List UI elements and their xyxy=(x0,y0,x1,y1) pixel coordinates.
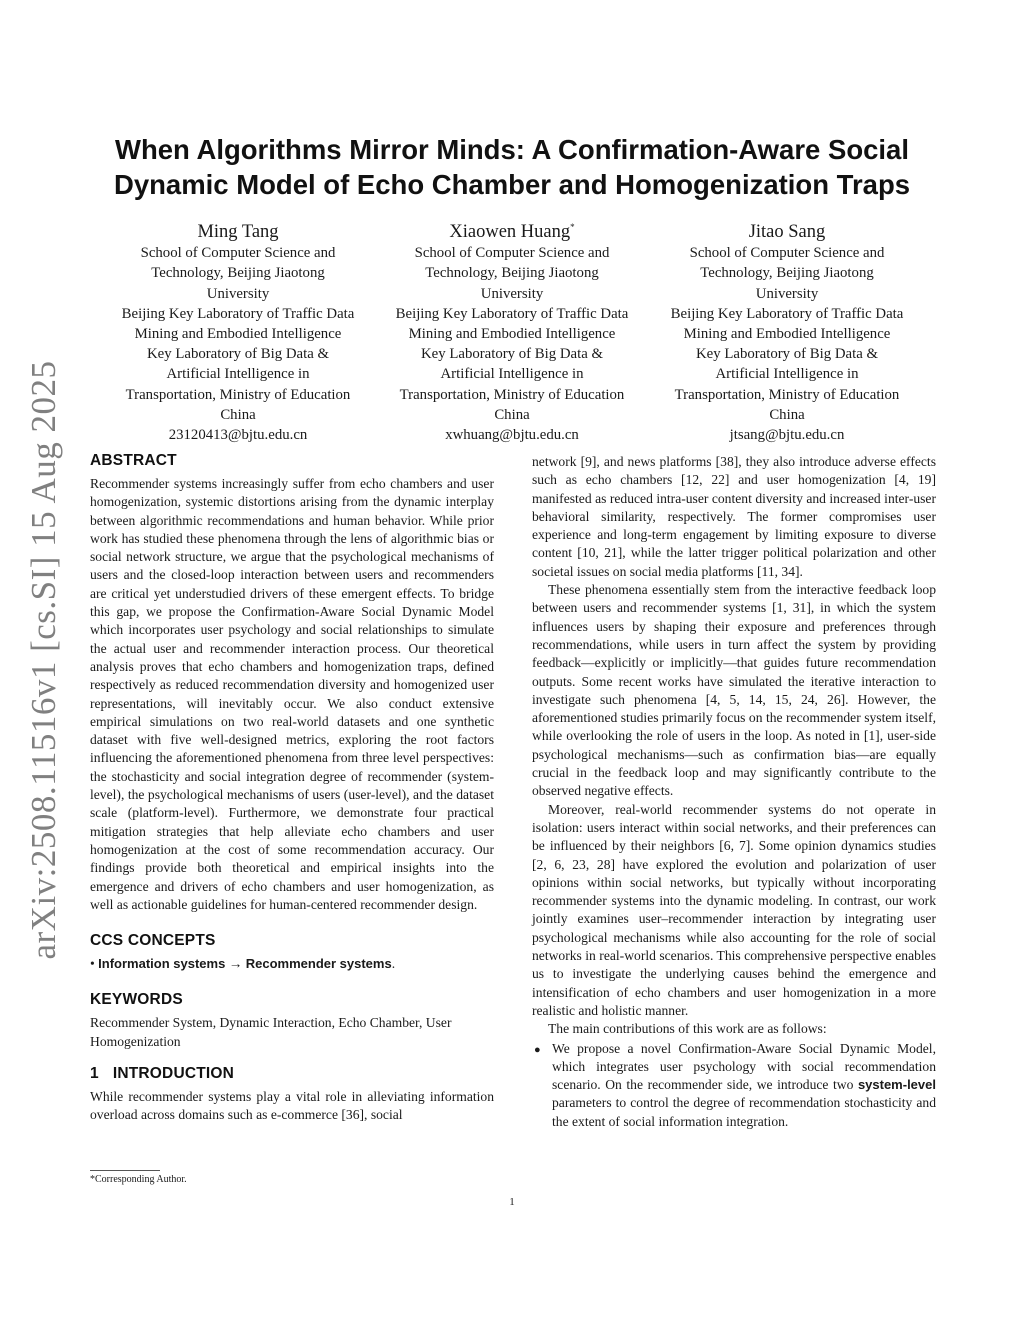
affiliation-line: School of Computer Science and xyxy=(414,245,610,262)
affiliation-line: University xyxy=(206,285,270,302)
affiliation-line: Technology, Beijing Jiaotong xyxy=(151,265,325,282)
affiliation-line: Technology, Beijing Jiaotong xyxy=(700,265,874,282)
affiliation-line: Artificial Intelligence in xyxy=(166,366,310,383)
bullet-icon: ● xyxy=(534,1043,541,1056)
affiliation-line: Mining and Embodied Intelligence xyxy=(134,325,342,342)
affiliation-line: School of Computer Science and xyxy=(140,245,336,262)
intro-paragraph-2: These phenomena essentially stem from the interactive feedback loop between users and recommender systems [1, 31], in which the system influences users by shaping their exposure and preferences through recommendations, while users in turn affect the system by providing feedback—explicitly or implicitly—that guides future recommendation outputs. Some recent works have simulated the iterative interaction to investigate such phenomena [4, 5, 14, 15, 24, 26]. However, the aforementioned studies primarily focus on the recommender system itself, while overlooking the role of users in the loop. As noted in [1], user-side psychological mechanisms—such as confirmation bias—are equally crucial in the feedback loop and may significantly contribute to the observed negative effects. xyxy=(532,582,936,799)
paper-title xyxy=(90,132,934,202)
footnote: *Corresponding Author. xyxy=(90,1174,187,1185)
affiliation-line: Beijing Key Laboratory of Traffic Data xyxy=(121,305,355,322)
keywords-text: Recommender System, Dynamic Interaction, Echo Chamber, User Homogenization xyxy=(90,1015,452,1049)
intro-paragraph-1-cont: network [9], and news platforms [38], they also introduce adverse effects such as echo chambers [12, 22] and user homogenization [4, 19] manifested as reduced intra-user content diversity and increased inter-user behavioral similarity, respectively. The former compromises user experience and long-term engagement by limiting exposure to diverse content [10, 21], while the latter trigger political polarization and other societal issues on social media platforms [11, 34]. xyxy=(532,454,936,579)
arxiv-identifier: arXiv:2508.11516v1 [cs.SI] 15 Aug 2025 xyxy=(24,360,63,960)
abstract-text: Recommender systems increasingly suffer from echo chambers and user homogenization, systemic distortions arising from the dynamic interplay between algorithmic recommendations and human behavior. While prior work has studied these phenomena through the lens of algorithmic bias or social network structure, we argue that the psychological mechanisms of users and the closed-loop interaction between users and recommenders are critical yet understudied drivers of these emergent effects. To bridge this gap, we propose the Confirmation-Aware Social Dynamic Model which incorporates user psychology and social relationships to simulate the actual user and recommender interaction process. Our theoretical analysis proves that echo chambers and homogenization traps, defined respectively as reduced recommendation diversity and homogenized user representations, will inevitably occur. We also conduct extensive empirical simulations on two real-world datasets and one synthetic dataset with five well-designed metrics, exploring the root factors influencing the aforementioned phenomena from three level perspectives: the stochasticity and social integration degree of recommender (system-level), the psychological mechanisms of users (user-level), and the dataset scale (platform-level). Furthermore, we demonstrate four practical mitigation strategies that help alleviate echo chambers and user homogenization at the cost of some recommendation accuracy. Our findings provide both theoretical and empirical insights into the emergence and drivers of echo chambers and user homogenization, as well as actionable guidelines for human-centered recommender design. xyxy=(90,476,494,912)
affiliation-line: University xyxy=(480,285,544,302)
affiliation-line: Artificial Intelligence in xyxy=(440,366,584,383)
contribution-text: We propose a novel Confirmation-Aware Social Dynamic Model, which integrates user psychology with social recommendation scenario. On the recommender side, we introduce two system-level parameters to control the degree of recommendation stochasticity and the extent of social information integration. xyxy=(552,1040,936,1129)
affiliation-line: Transportation, Ministry of Education xyxy=(125,386,351,403)
intro-heading: 1 INTRODUCTION xyxy=(90,1065,235,1083)
affiliation-line: School of Computer Science and xyxy=(689,245,885,262)
affiliation-line: Artificial Intelligence in xyxy=(715,366,859,383)
abstract-heading: ABSTRACT xyxy=(90,452,177,469)
affiliation-line: Mining and Embodied Intelligence xyxy=(408,325,616,342)
author-name: Jitao Sang xyxy=(748,222,826,243)
intro-paragraph-3: Moreover, real-world recommender systems do not operate in isolation: users interact within social networks, and their preferences can be influenced by their neighbors [6, 7]. Some opinion dynamics studies [2, 6, 23, 28] have explored the evolution and polarization of user opinions within social networks, but typically without incorporating recommender systems into the dynamic modeling. In contrast, our work jointly examines user–recommender interaction by integrating user psychological mechanisms while also accounting for the role of social networks in real-world scenarios. This comprehensive perspective enables us to investigate the underlying causes behind the emergence and intensification of echo chambers and user homogenization in a more realistic and holistic manner. xyxy=(532,801,936,1018)
right-column xyxy=(532,453,936,1131)
author-email: xwhuang@bjtu.edu.cn xyxy=(445,426,579,443)
author-name: Ming Tang xyxy=(197,222,279,243)
author-block-3 xyxy=(652,216,922,445)
intro-paragraph-4: The main contributions of this work are as follows: xyxy=(548,1021,827,1037)
affiliation-line: Key Laboratory of Big Data & xyxy=(146,346,330,363)
author-block-2 xyxy=(377,216,647,445)
contribution-item xyxy=(532,1040,936,1131)
affiliation-line: Key Laboratory of Big Data & xyxy=(695,346,879,363)
affiliation-line: China xyxy=(769,406,805,423)
author-block-1 xyxy=(103,216,373,445)
affiliation-line: Transportation, Ministry of Education xyxy=(399,386,625,403)
affiliation-line: Beijing Key Laboratory of Traffic Data xyxy=(395,305,629,322)
footnote-rule xyxy=(90,1170,160,1171)
affiliation-line: China xyxy=(220,406,256,423)
title-line-2: Dynamic Model of Echo Chamber and Homogenization Traps xyxy=(113,169,911,200)
affiliation-line: Key Laboratory of Big Data & xyxy=(420,346,604,363)
affiliation-line: China xyxy=(494,406,530,423)
author-email: 23120413@bjtu.edu.cn xyxy=(168,426,308,443)
author-name: Xiaowen Huang* xyxy=(449,222,575,243)
affiliation-line: Transportation, Ministry of Education xyxy=(674,386,900,403)
affiliation-line: Technology, Beijing Jiaotong xyxy=(425,265,599,282)
affiliation-line: Mining and Embodied Intelligence xyxy=(683,325,891,342)
ccs-concepts: • Information systems → Recommender systems. xyxy=(90,956,396,972)
title-line-1: When Algorithms Mirror Minds: A Confirmation-Aware Social xyxy=(115,134,909,165)
left-column xyxy=(90,451,494,1125)
page-number: 1 xyxy=(509,1196,515,1208)
intro-paragraph-1-start: While recommender systems play a vital role in alleviating information overload across domains such as e-commerce [36], social xyxy=(90,1089,494,1123)
ccs-heading: CCS CONCEPTS xyxy=(90,932,216,950)
affiliation-line: Beijing Key Laboratory of Traffic Data xyxy=(670,305,904,322)
affiliation-line: University xyxy=(755,285,819,302)
author-email: jtsang@bjtu.edu.cn xyxy=(729,426,845,443)
keywords-heading: KEYWORDS xyxy=(90,991,183,1009)
